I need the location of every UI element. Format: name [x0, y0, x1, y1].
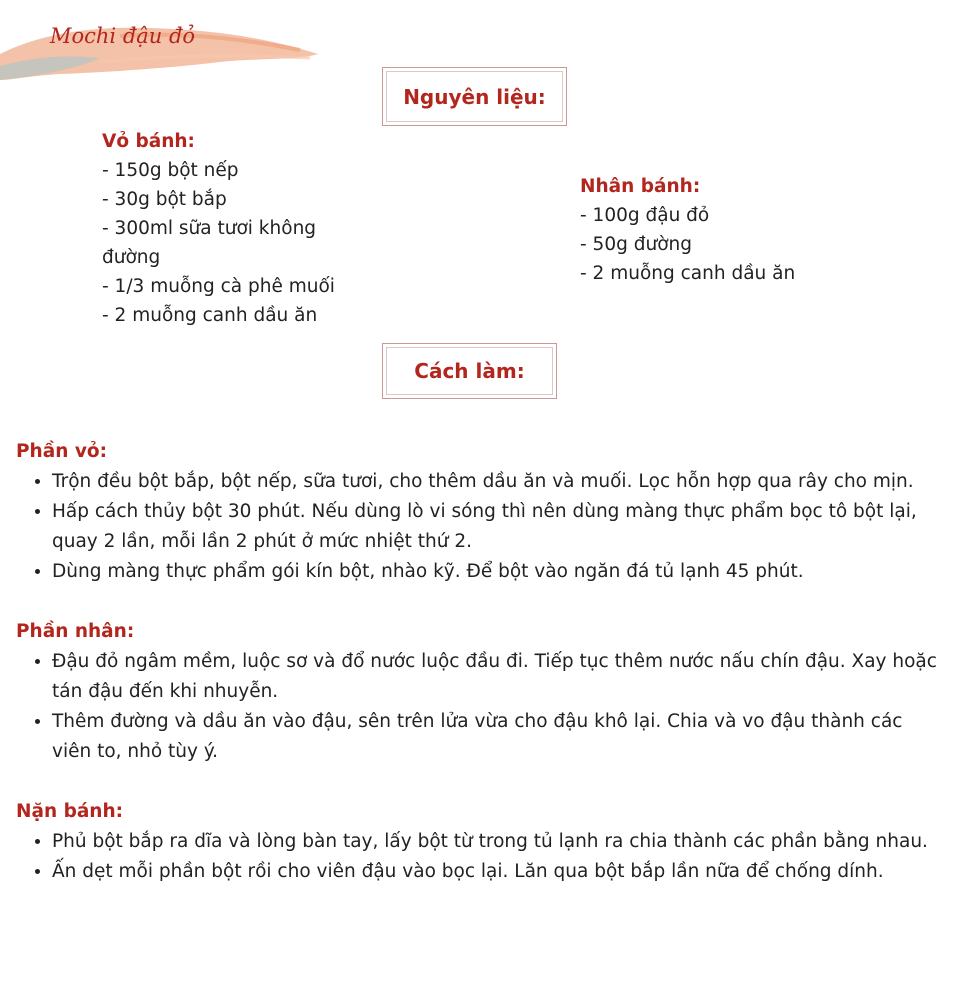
method-steps: [16, 437, 941, 917]
step-item: • Dùng màng thực phẩm gói kín bột, nhào kỹ. Để bột vào ngăn đá tủ lạnh 45 phút.: [52, 557, 941, 587]
recipe-title: Mochi đậu đỏ: [50, 24, 196, 48]
section-title: Nặn bánh:: [16, 801, 124, 822]
ingredient-item: - 300ml sữa tươi không đường: [102, 218, 317, 268]
ingredient-item: - 150g bột nếp: [102, 160, 239, 181]
method-section-filling: [16, 617, 941, 767]
section-title: Phần vỏ:: [16, 441, 107, 462]
step-item: • Phủ bột bắp ra dĩa và lòng bàn tay, lấy bột từ trong tủ lạnh ra chia thành các phần bằng nhau.: [52, 827, 941, 857]
step-list: [16, 647, 941, 767]
shell-title: Vỏ bánh:: [102, 131, 195, 152]
step-item: • Trộn đều bột bắp, bột nếp, sữa tươi, cho thêm dầu ăn và muối. Lọc hỗn hợp qua rây cho mịn.: [52, 467, 941, 497]
ingredient-item: - 1/3 muỗng cà phê muối: [102, 276, 335, 297]
step-item: • Ấn dẹt mỗi phần bột rồi cho viên đậu vào bọc lại. Lăn qua bột bắp lần nữa để chống dính.: [52, 857, 941, 887]
ingredient-item: - 50g đường: [580, 234, 692, 255]
step-item: • Đậu đỏ ngâm mềm, luộc sơ và đổ nước luộc đầu đi. Tiếp tục thêm nước nấu chín đậu. Xay hoặc tán đậu đến khi nhuyễn.: [52, 647, 941, 707]
step-item: • Thêm đường và dầu ăn vào đậu, sên trên lửa vừa cho đậu khô lại. Chia và vo đậu thành các viên to, nhỏ tùy ý.: [52, 707, 941, 767]
ingredient-item: - 30g bột bắp: [102, 189, 227, 210]
step-list: [16, 827, 941, 887]
method-section-shell: [16, 437, 941, 587]
filling-title: Nhân bánh:: [580, 176, 701, 197]
filling-ingredients: [580, 172, 910, 288]
method-heading: Cách làm:: [382, 343, 557, 399]
step-list: [16, 467, 941, 587]
ingredient-item: - 2 muỗng canh dầu ăn: [102, 305, 318, 326]
section-title: Phần nhân:: [16, 621, 135, 642]
ingredients-heading: Nguyên liệu:: [382, 67, 567, 126]
method-section-shaping: [16, 797, 941, 887]
ingredient-item: - 2 muỗng canh dầu ăn: [580, 263, 796, 284]
step-item: • Hấp cách thủy bột 30 phút. Nếu dùng lò vi sóng thì nên dùng màng thực phẩm bọc tô bột lại, quay 2 lần, mỗi lần 2 phút ở mức nhiệt thứ 2.: [52, 497, 941, 557]
shell-ingredients: [102, 127, 377, 330]
ingredient-item: - 100g đậu đỏ: [580, 205, 710, 226]
